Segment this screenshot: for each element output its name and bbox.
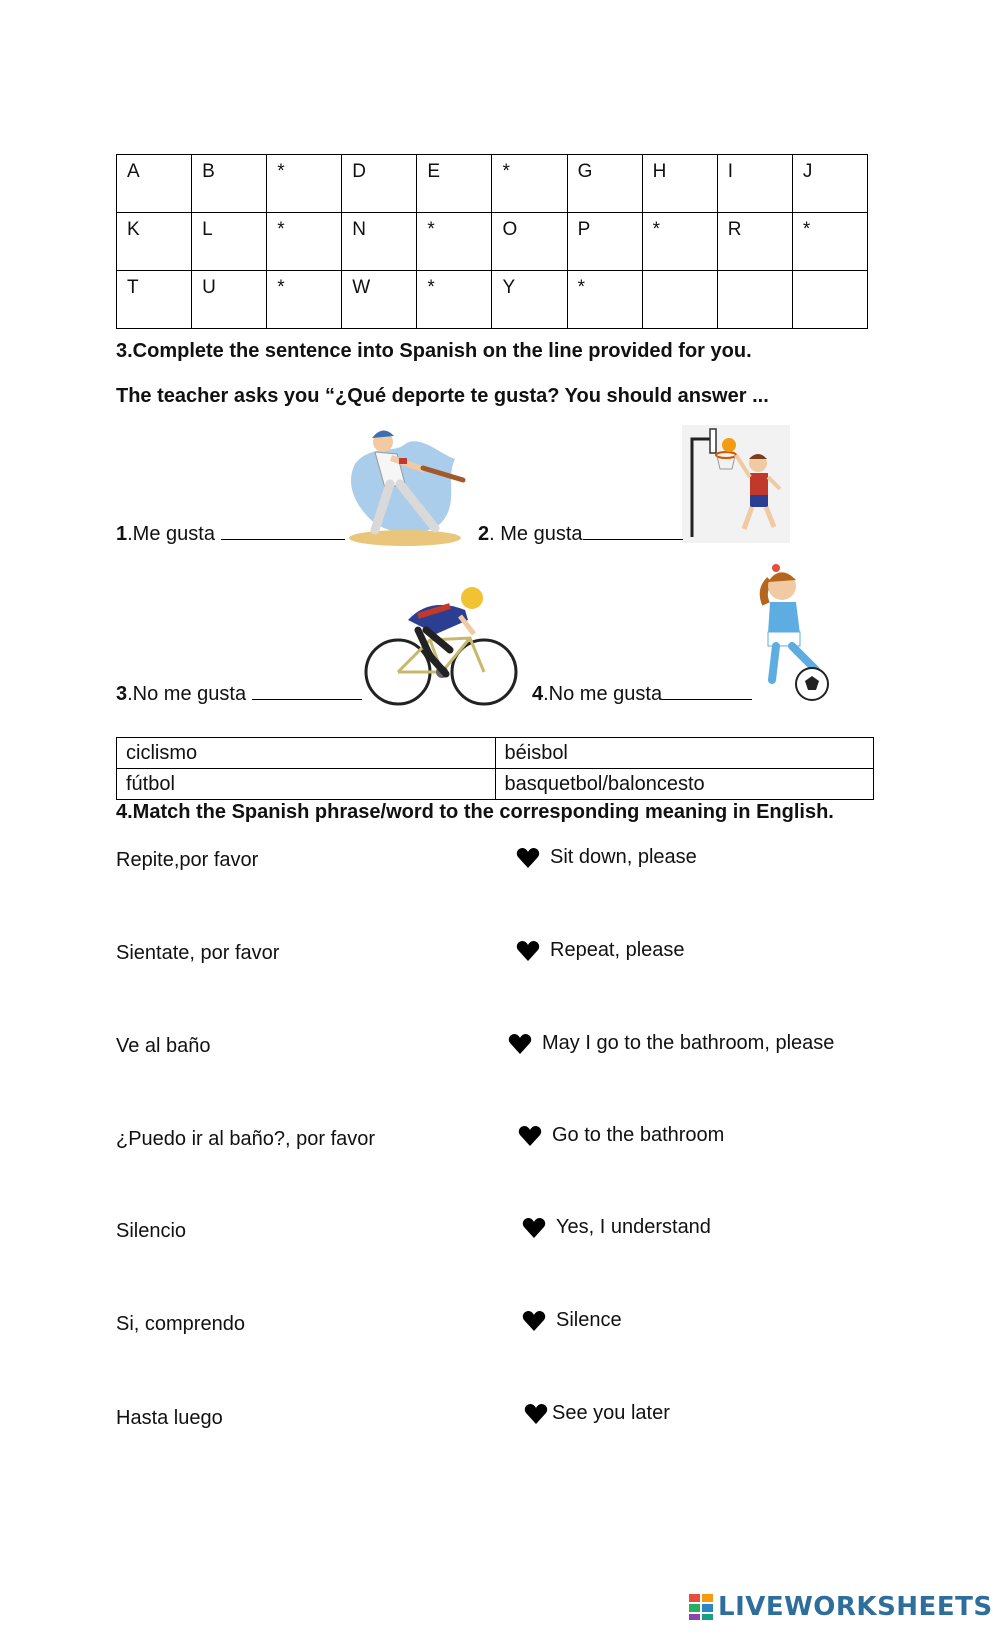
item-text: .No me gusta [127, 683, 252, 705]
spanish-phrase[interactable]: ¿Puedo ir al baño?, por favor [116, 1128, 376, 1150]
item-text: . Me gusta [489, 523, 583, 545]
baseball-player-image [345, 424, 470, 552]
word-bank-row [117, 738, 874, 769]
liveworksheets-cube-icon [688, 1593, 714, 1621]
grid-cell: * [417, 271, 492, 329]
english-option[interactable] [522, 1309, 622, 1332]
cyclist-helmet [461, 587, 483, 609]
item-number: 3 [116, 683, 128, 705]
alphabet-grid [116, 154, 868, 329]
answer-line-1 [116, 523, 345, 546]
grid-cell [642, 271, 717, 329]
section4-title: 4.Match the Spanish phrase/word to the corresponding meaning in English. [116, 801, 834, 823]
player-jersey [750, 473, 768, 495]
grid-cell: * [267, 155, 342, 213]
grid-cell: P [567, 213, 642, 271]
hair-bow [772, 564, 780, 572]
grid-cell: K [117, 213, 192, 271]
grid-cell: W [342, 271, 417, 329]
basketball-ball [722, 438, 736, 452]
word-bank-cell: ciclismo [117, 738, 496, 769]
english-option[interactable] [516, 939, 685, 962]
grid-cell [792, 271, 867, 329]
heart-icon [508, 1033, 532, 1055]
spanish-phrase[interactable]: Repite,por favor [116, 849, 259, 871]
section3-prompt: The teacher asks you “¿Qué deporte te gusta? You should answer ... [116, 385, 769, 407]
spanish-phrase[interactable]: Silencio [116, 1220, 187, 1242]
item-number: 4 [532, 683, 544, 705]
grid-row [117, 155, 868, 213]
heart-icon [522, 1310, 546, 1332]
item-text: .No me gusta [543, 683, 663, 705]
soccer-player-image [750, 560, 845, 705]
answer-blank[interactable] [583, 523, 683, 540]
grid-cell: B [192, 155, 267, 213]
player-shorts [750, 495, 768, 507]
word-bank-cell: béisbol [495, 738, 874, 769]
grid-cell: R [717, 213, 792, 271]
heart-icon [518, 1125, 542, 1147]
grid-cell: I [717, 155, 792, 213]
wristband [399, 458, 407, 464]
english-meaning: See you later [552, 1402, 670, 1424]
answer-blank[interactable] [221, 523, 345, 540]
grid-cell: Y [492, 271, 567, 329]
spanish-phrase[interactable]: Ve al baño [116, 1035, 211, 1057]
item-number: 2 [478, 523, 490, 545]
section3-title: 3.Complete the sentence into Spanish on the line provided for you. [116, 340, 752, 362]
grid-cell: L [192, 213, 267, 271]
grid-cell: J [792, 155, 867, 213]
word-bank-cell: fútbol [117, 769, 496, 800]
grid-cell [717, 271, 792, 329]
grid-row [117, 271, 868, 329]
answer-blank[interactable] [252, 683, 362, 700]
grid-cell: * [267, 213, 342, 271]
heart-icon [524, 1403, 548, 1425]
english-meaning: Sit down, please [550, 846, 697, 868]
grid-cell: D [342, 155, 417, 213]
english-option[interactable] [522, 1216, 711, 1239]
grid-cell: * [642, 213, 717, 271]
word-bank-row [117, 769, 874, 800]
word-bank-table [116, 737, 874, 800]
grid-cell: * [267, 271, 342, 329]
english-option[interactable] [518, 1124, 724, 1147]
spanish-phrase[interactable]: Sientate, por favor [116, 942, 280, 964]
grid-cell: U [192, 271, 267, 329]
grid-cell: G [567, 155, 642, 213]
item-number: 1 [116, 523, 128, 545]
english-meaning: Repeat, please [550, 939, 685, 961]
english-meaning: Yes, I understand [556, 1216, 711, 1238]
grid-cell: H [642, 155, 717, 213]
cyclist-image [360, 576, 520, 706]
english-option[interactable] [508, 1032, 834, 1055]
item-text: .Me gusta [127, 523, 221, 545]
spanish-phrase[interactable]: Hasta luego [116, 1407, 223, 1429]
dirt-shape [349, 530, 461, 546]
brand-name: LIVEWORKSHEETS [718, 1592, 993, 1622]
grid-cell: E [417, 155, 492, 213]
liveworksheets-logo [688, 1592, 993, 1622]
english-option[interactable] [516, 846, 697, 869]
heart-icon [516, 847, 540, 869]
heart-icon [522, 1217, 546, 1239]
player-jersey [768, 602, 800, 634]
heart-icon [516, 940, 540, 962]
basketball-player-image [682, 425, 790, 543]
answer-line-3 [116, 683, 362, 706]
english-meaning: Silence [556, 1309, 622, 1331]
word-bank-cell: basquetbol/baloncesto [495, 769, 874, 800]
grid-cell: * [792, 213, 867, 271]
english-meaning: May I go to the bathroom, please [542, 1032, 835, 1054]
grid-row [117, 213, 868, 271]
grid-cell: A [117, 155, 192, 213]
answer-line-2 [478, 523, 683, 546]
grid-cell: * [492, 155, 567, 213]
answer-line-4 [532, 683, 752, 706]
answer-blank[interactable] [662, 683, 752, 700]
english-option[interactable] [524, 1402, 670, 1425]
grid-cell: * [417, 213, 492, 271]
backboard [710, 429, 716, 453]
grid-cell: * [567, 271, 642, 329]
grid-cell: N [342, 213, 417, 271]
english-meaning: Go to the bathroom [552, 1124, 725, 1146]
grid-cell: O [492, 213, 567, 271]
spanish-phrase[interactable]: Si, comprendo [116, 1313, 245, 1335]
grid-cell: T [117, 271, 192, 329]
